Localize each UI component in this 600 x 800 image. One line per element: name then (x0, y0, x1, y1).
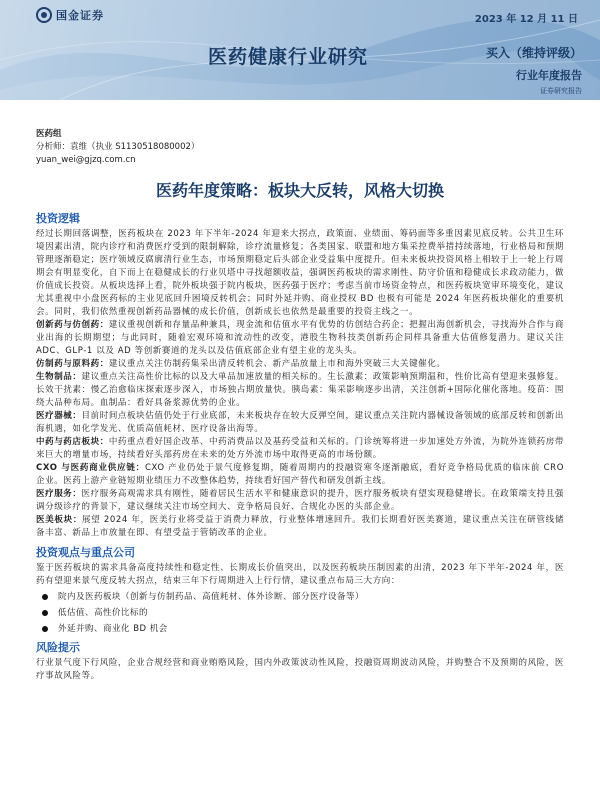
sub-text: 中药重点看好国企改革、中药消费品以及基药受益和关标的。门诊统筹将进一步加速处方外流，为院外连锁药房带来巨大的增量市场，持续看好头部药房在未来的处方外流市场中取得更高的市场份额。 (36, 437, 564, 460)
sub-paragraph-cxo (36, 462, 564, 488)
page-title: 医药年度策略：板块大反转，风格大切换 (155, 181, 444, 200)
sub-text: 建议重视创新和存量品种兼具，现金流和估值水平有优势的仿创结合药企；把握出海创新机会，寻找海外合作与商业出海的长期期望；与此同时，随着宏观环境和流动性的改变，港股生物科技类创新药企同样具备重大估值修复潜力。建议关注 ADC、GLP-1 以及 AD 等创新赛道的龙头以及估值底部企业有望主业的龙头头。 (36, 320, 564, 356)
analyst-line: 分析师：袁维（执业 S1130518080002） (36, 142, 200, 152)
report-body (36, 209, 564, 683)
sub-paragraph-services (36, 488, 564, 514)
report-date: 2023 年 12 月 11 日 (474, 14, 578, 25)
sub-lead: 生物制品： (36, 372, 82, 382)
analyst-email: yuan_wei@gjzq.com.cn (36, 155, 136, 165)
report-type: 行业年度报告 (516, 69, 582, 82)
list-item: 低估值、高性价比标的 (36, 605, 564, 621)
focus-list (36, 589, 564, 637)
sub-paragraph-tcm-pharmacy (36, 436, 564, 462)
list-item: 院内及医药板块（创新与仿制药品、高值耗材、体外诊断、部分医疗设备等） (36, 589, 564, 605)
report-category: 证券研究报告 (540, 87, 582, 95)
sub-text: 建议重点关注高性价比标的以及大单品加速放量的相关标的。生长激素：政策影响预期温和，性价比高有望迎来强修复。长效干扰素：慢乙治愈临床探索逐步深入，市场独占期放量快。胰岛素：集采影响逐步出清，关注创新+国际化催化落地。疫苗：围绕大品种布局。血制品：看好具备浆源优势的企业。 (36, 372, 564, 408)
header-banner (0, 0, 600, 100)
section-heading-logic: 投资逻辑 (36, 212, 80, 225)
logic-paragraph: 经过长期回落调整，医药板块在 2023 年下半年-2024 年迎来大拐点，政策面、业绩面、筹码面等多重因素见底反转。公共卫生环境因素出清，院内诊疗和消费医疗受到的限制解除，诊疗流量修复；各类国家、联盟和地方集采控费举措持续落地，行业格局和预期管理逐渐稳定；医疗领域反腐廓清行业生态，市场预期稳定后头部企业受益集中度提升。但未来板块投资风格上相较于上一轮上行周期会有明显变化，自下而上在稳健成长的行业贝塔中寻找超额收益，强调医药板块的需求刚性、防守价值和稳健成长求政动能力，做价值成长投资。从板块选择上看，院外板块强于院内板块，医药强于医疗；考虑当前市场资金特点，和医药板块宽审环境变化，建议尤其重视中小盘医药标的主业见底回升困境反转机会；同时外延并购、商业授权 BD 也极有可能是 2024 年医药板块催化的重要机会。同时，我们依然重视创新药品器械的成长价值，创新成长也依然是最重要的投资主线之一。 (36, 229, 564, 317)
sub-text: 展望 2024 年，医美行业将受益于消费力释放，行业整体增速回升。我们长期看好医美赛道，建议重点关注在研管线储备丰富、新品上市放量在即、有望受益于管销改革的企业。 (36, 515, 564, 538)
sub-paragraph-aesthetics (36, 514, 564, 540)
views-intro: 鉴于医药板块的需求具备高度持续性和稳定性、长期成长价值突出，以及医药板块压制因素的出清，2023 年下半年-2024 年，医药有望迎来景气度反转大拐点，结束三年下行周期进入上行行情，建议重点布局三大方向： (36, 563, 564, 586)
author-group: 医药组 (36, 129, 62, 139)
company-logo (36, 7, 104, 23)
sub-lead: 医疗服务： (36, 489, 82, 499)
sub-text: 目前时间点板块估值仍处于行业底部，未来板块存在较大反弹空间，建议重点关注院内器械设备领域的底部反转和创新出海机遇，如化学发光、优质高值耗材、医疗设备出海等。 (36, 411, 564, 434)
rating-label: 买入（维持评级） (485, 46, 582, 60)
sub-paragraph-biologics (36, 371, 564, 410)
risk-paragraph: 行业景气度下行风险，企业合规经营和商业贿赂风险，国内外政策波动性风险，投融资周期波动风险，并购整合不及预期的风险，医疗事故风险等。 (36, 658, 564, 681)
sub-lead: CXO 与医药商业供应链： (36, 463, 145, 473)
section-heading-risk: 风险提示 (36, 641, 80, 654)
sub-paragraph-generic (36, 358, 564, 371)
sub-lead: 医美板块： (36, 515, 83, 525)
list-item: 外延并购、商业化 BD 机会 (36, 621, 564, 637)
logo-icon (36, 7, 52, 23)
section-heading-views: 投资观点与重点公司 (36, 546, 135, 559)
sub-paragraph-devices (36, 410, 564, 436)
author-block (36, 128, 199, 167)
sub-lead: 中药与药店板块： (36, 437, 109, 447)
sub-lead: 创新药与仿创药： (36, 320, 109, 330)
sub-lead: 仿制药与原料药： (36, 359, 109, 369)
report-title: 医药健康行业研究 (208, 46, 369, 68)
logo-text: 国金证券 (56, 9, 104, 22)
sub-paragraph-innovative (36, 319, 564, 358)
sub-text: 建议重点关注仿制药集采出清反转机会、新产品放量上市和海外突破三大关键催化。 (108, 359, 446, 369)
sub-text: CXO 产业仍处于景气度修复期，随着周期内的投融资寒冬逐渐融底，看好竞争格局优质的临床前 CRO 企业。医药上游产业链短期业绩压力不改整体趋势，持续看好国产替代和研发创新主线。 (36, 463, 564, 486)
sub-text: 医疗服务高观需求具有刚性，随着居民生活水平和健康意识的提升，医疗服务板块有望实现稳健增长。在政策端支持且强调分级诊疗的背景下，建议继续关注市场空间大、竞争格局良好、合规化办医的头部企业。 (36, 489, 564, 512)
sub-lead: 医疗器械： (36, 411, 82, 421)
